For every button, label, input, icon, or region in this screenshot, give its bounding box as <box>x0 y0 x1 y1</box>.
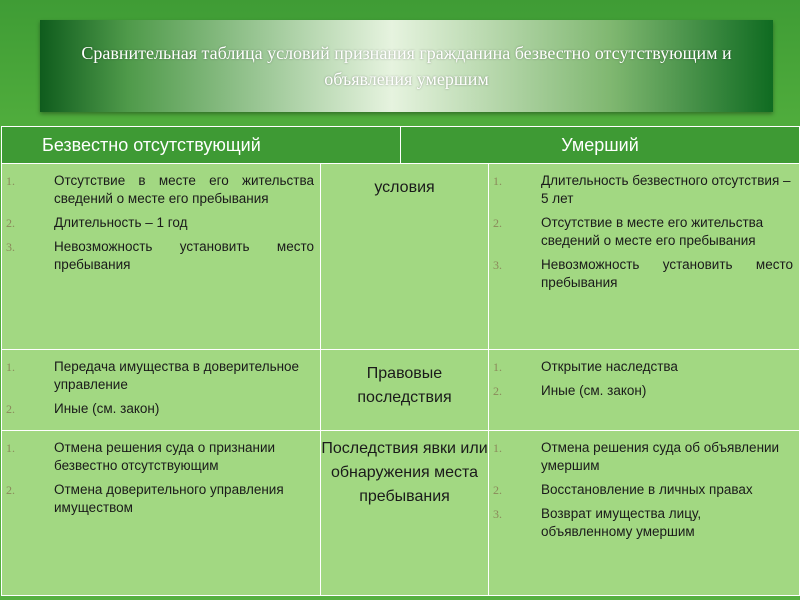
title-banner <box>40 20 773 112</box>
table-row <box>2 164 800 350</box>
list-missing-consequences <box>2 350 320 430</box>
list-item: Иные (см. закон) <box>541 383 647 398</box>
list-item: Отмена решения суда об объявлении умершим <box>541 440 780 473</box>
cell-deceased-return <box>489 431 800 596</box>
list-item: Отмена доверительного управления имуществом <box>54 482 284 515</box>
list-item: Длительность – 1 год <box>54 215 188 230</box>
list-item: Восстановление в личных правах <box>541 482 753 497</box>
cell-deceased-conditions <box>489 164 800 350</box>
list-item: Возврат имущества лицу, объявленному умершим <box>541 506 702 539</box>
list-missing-return <box>2 431 320 529</box>
cell-missing-return <box>2 431 321 596</box>
header-missing: Безвестно отсутствующий <box>2 127 401 164</box>
row-label-return: Последствия явки или обнаружения места пребывания <box>321 431 489 596</box>
header-deceased: Умерший <box>401 127 800 164</box>
list-deceased-return <box>489 431 799 553</box>
list-item: Отмена решения суда о признании безвестно отсутствующим <box>54 440 276 473</box>
list-item: Иные (см. закон) <box>54 401 160 416</box>
list-item: Длительность безвестного отсутствия – 5 лет <box>541 173 791 206</box>
row-label-conditions: условия <box>321 164 489 350</box>
list-item: Отсутствие в месте его жительства сведений о месте его пребывания <box>541 215 764 248</box>
comparison-table <box>1 126 800 596</box>
slide-title: Сравнительная таблица условий признания гражданина безвестно отсутствующим и объявления умершим <box>81 43 732 89</box>
list-deceased-consequences <box>489 350 799 412</box>
list-item: Отсутствие в месте его жительства сведений о месте его пребывания <box>54 173 314 206</box>
list-deceased-conditions <box>489 164 799 304</box>
list-item: Передача имущества в доверительное управление <box>54 359 300 392</box>
row-label-consequences: Правовые последствия <box>321 350 489 431</box>
list-missing-conditions <box>2 164 320 286</box>
list-item: Открытие наследства <box>541 359 678 374</box>
table-row <box>2 350 800 431</box>
table-row <box>2 431 800 596</box>
list-item: Невозможность установить место пребывания <box>54 239 314 272</box>
cell-missing-consequences <box>2 350 321 431</box>
list-item: Невозможность установить место пребывания <box>541 257 794 290</box>
cell-missing-conditions <box>2 164 321 350</box>
table-header-row <box>2 127 800 164</box>
cell-deceased-consequences <box>489 350 800 431</box>
